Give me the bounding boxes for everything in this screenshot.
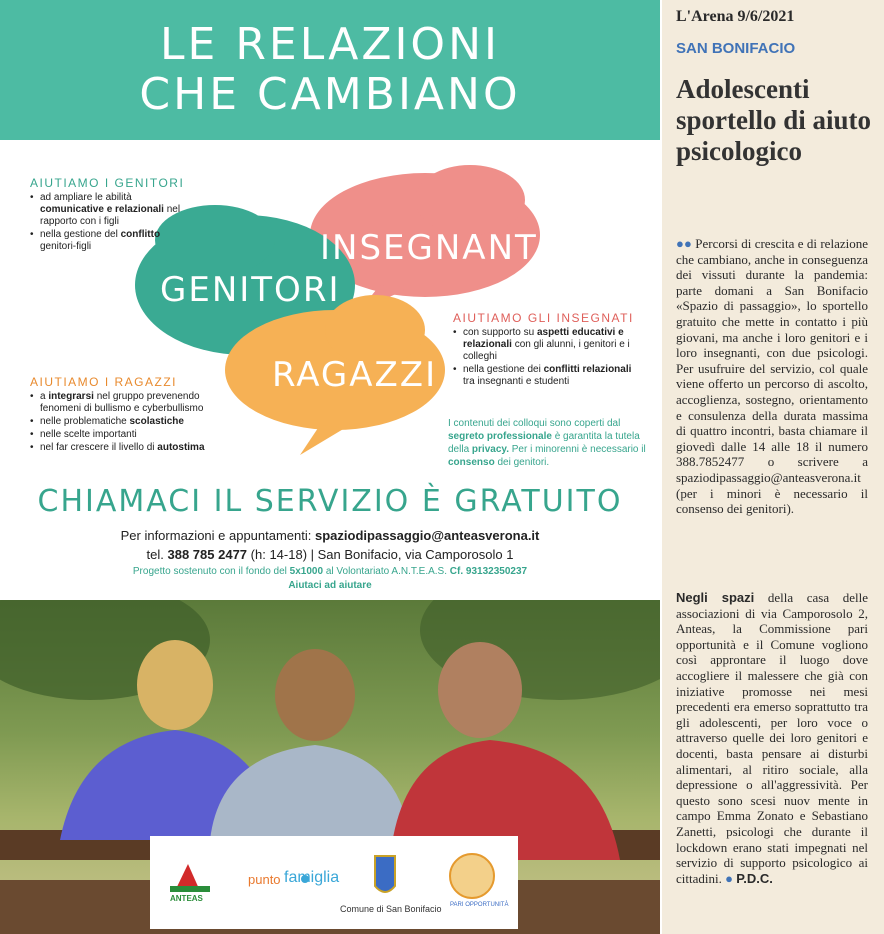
section-label: SAN BONIFACIO bbox=[676, 40, 796, 57]
poster-banner bbox=[0, 0, 660, 140]
text-bold: Cf. 93132350237 bbox=[449, 566, 528, 577]
text: a bbox=[40, 391, 46, 402]
punto-logo-text: punto bbox=[248, 872, 281, 887]
text: è garantita la tutela della bbox=[448, 431, 640, 455]
article-body bbox=[676, 590, 868, 886]
text-bold: autostima bbox=[157, 442, 205, 453]
masthead bbox=[676, 8, 794, 26]
list-item bbox=[30, 391, 220, 415]
text: nel rapporto con i figli bbox=[40, 204, 181, 227]
cloud-label-ragazzi: RAGAZZI bbox=[272, 355, 438, 395]
text-bold: 5x1000 bbox=[289, 566, 324, 577]
text: Progetto sostenuto con il fondo del bbox=[132, 566, 287, 577]
text: Per i minorenni è necessario il bbox=[511, 444, 646, 455]
newspaper-clipping bbox=[662, 0, 884, 934]
text-bold: integrarsi bbox=[48, 391, 94, 402]
text-bold: privacy. bbox=[471, 444, 509, 455]
text: nel gruppo prevenendo fenomeni di bullismo e cyberbullismo bbox=[40, 391, 204, 414]
comune-crest-icon bbox=[375, 856, 395, 892]
project-line bbox=[0, 566, 660, 577]
list-item bbox=[30, 429, 220, 441]
list-item bbox=[30, 442, 220, 454]
text-bold: segreto professionale bbox=[448, 431, 552, 442]
cloud-label-insegnanti: INSEGNANTI bbox=[320, 228, 550, 268]
masthead-name: L'Arena bbox=[676, 8, 734, 25]
sponsor-logos bbox=[150, 836, 518, 929]
privacy-note bbox=[448, 417, 653, 469]
text: ad ampliare le abilità bbox=[40, 192, 132, 203]
insegnanti-list bbox=[453, 327, 638, 389]
text: tra insegnanti e studenti bbox=[463, 376, 570, 387]
insegnanti-block-title: AIUTIAMO GLI INSEGNATI bbox=[453, 311, 634, 325]
list-item bbox=[30, 192, 190, 228]
text: al Volontariato A.N.T.E.A.S. bbox=[325, 566, 448, 577]
body-lead-bold: Negli spazi bbox=[676, 590, 755, 605]
text-bold: scolastiche bbox=[129, 416, 184, 427]
text: dei genitori. bbox=[497, 457, 550, 468]
call-to-action: CHIAMACI IL SERVIZIO È GRATUITO bbox=[37, 484, 623, 519]
ragazzi-list bbox=[30, 391, 220, 455]
text: nelle problematiche bbox=[40, 416, 127, 427]
text: nel far crescere il livello di bbox=[40, 442, 155, 453]
text: genitori-figli bbox=[40, 241, 92, 252]
bullet-dots-icon: ●● bbox=[676, 236, 692, 251]
text: con supporto su bbox=[463, 327, 535, 338]
text-bold: aspetti educativi e relazionali bbox=[463, 327, 624, 350]
phone-line bbox=[0, 547, 660, 562]
text: nella gestione dei bbox=[463, 364, 541, 375]
phone-number[interactable]: 388 785 2477 bbox=[167, 547, 248, 562]
masthead-date: 9/6/2021 bbox=[737, 8, 795, 25]
pari-opportunita-icon bbox=[450, 854, 494, 898]
text: I contenuti dei colloqui sono coperti dal bbox=[448, 418, 621, 429]
text: tel. bbox=[146, 547, 164, 562]
signature: P.D.C. bbox=[736, 870, 773, 886]
list-item bbox=[453, 327, 638, 363]
cloud-label-genitori: GENITORI bbox=[160, 270, 341, 310]
ragazzi-block-title: AIUTIAMO I RAGAZZI bbox=[30, 375, 178, 389]
article-title: Adolescenti sportello di aiuto psicologico bbox=[676, 74, 872, 166]
text: Per informazioni e appuntamenti: bbox=[120, 528, 312, 543]
lead-text: Percorsi di crescita e di relazione che cambiano, anche in conseguenza dei vissuti durante la pandemia: parte domani a San Bonifacio «Spazio di passaggio», lo sportello gratuito che mette in contatto i più giovani, ma anche i loro genitori e i loro insegnanti, con due psicologi. Per usufruire del servizio, col quale viene offerto un percorso di ascolto, accoglienza, sostegno, orientamento e consulenza della durata massima di quattro incontri, basta chiamare il giovedì dalle 14 alle 18 il numero 388.7852477 o scrivere a spaziodipassaggio@anteasverona.it (per i minori è necessario il consenso dei genitori). bbox=[676, 236, 868, 517]
poster-title-line2: CHE CAMBIANO bbox=[139, 69, 521, 120]
poster-title-line1: LE RELAZIONI bbox=[160, 19, 500, 70]
list-item bbox=[30, 229, 190, 253]
text: (h: 14-18) | San Bonifacio, via Camporosolo 1 bbox=[250, 547, 514, 562]
aiutaci-line: Aiutaci ad aiutare bbox=[288, 580, 372, 591]
text: nella gestione del bbox=[40, 229, 118, 240]
text: nelle scelte importanti bbox=[40, 429, 137, 440]
info-line bbox=[0, 528, 660, 543]
comune-logo-text: Comune di San Bonifacio bbox=[340, 904, 442, 914]
email-link[interactable]: spaziodipassaggio@anteasverona.it bbox=[315, 528, 540, 543]
pari-opportunita-text: PARI OPPORTUNITÀ bbox=[450, 902, 509, 908]
bullet-dot-icon: ● bbox=[725, 870, 733, 886]
text-bold: conflitto bbox=[120, 229, 161, 240]
text-bold: consenso bbox=[448, 457, 495, 468]
genitori-list bbox=[30, 192, 190, 254]
body-text: della casa delle associazioni di via Camporosolo 2, Anteas, la Commissione pari opportunità e il Comune vogliono così approntare il luogo dove accogliere il malessere che già con iniziative promosse nei mesi precedenti era emerso soprattutto tra gli adolescenti, per loro voce o attraverso quelle dei loro genitori e docenti, basta pensare ai disturbi alimentari, al ritiro sociale, alla depressione o all'aggressività. Per questo sono scesi nuov mente in campo Emma Zonato e Sebastiano Zanetti, psicologi che durante il lockdown erano stati impegnati nel servizio di supporto psicologico ai cittadini. bbox=[676, 590, 868, 886]
famiglia-logo-text: famiglia bbox=[284, 869, 340, 886]
article-lead bbox=[676, 236, 868, 517]
text: con gli alunni, i genitori e i colleghi bbox=[463, 339, 630, 362]
list-item bbox=[30, 416, 220, 428]
text-bold: conflitti relazionali bbox=[543, 364, 632, 375]
text-bold: comunicative e relazionali bbox=[40, 204, 164, 215]
genitori-block-title: AIUTIAMO I GENITORI bbox=[30, 176, 185, 190]
anteas-logo-text: ANTEAS bbox=[170, 894, 203, 903]
list-item bbox=[453, 364, 638, 388]
